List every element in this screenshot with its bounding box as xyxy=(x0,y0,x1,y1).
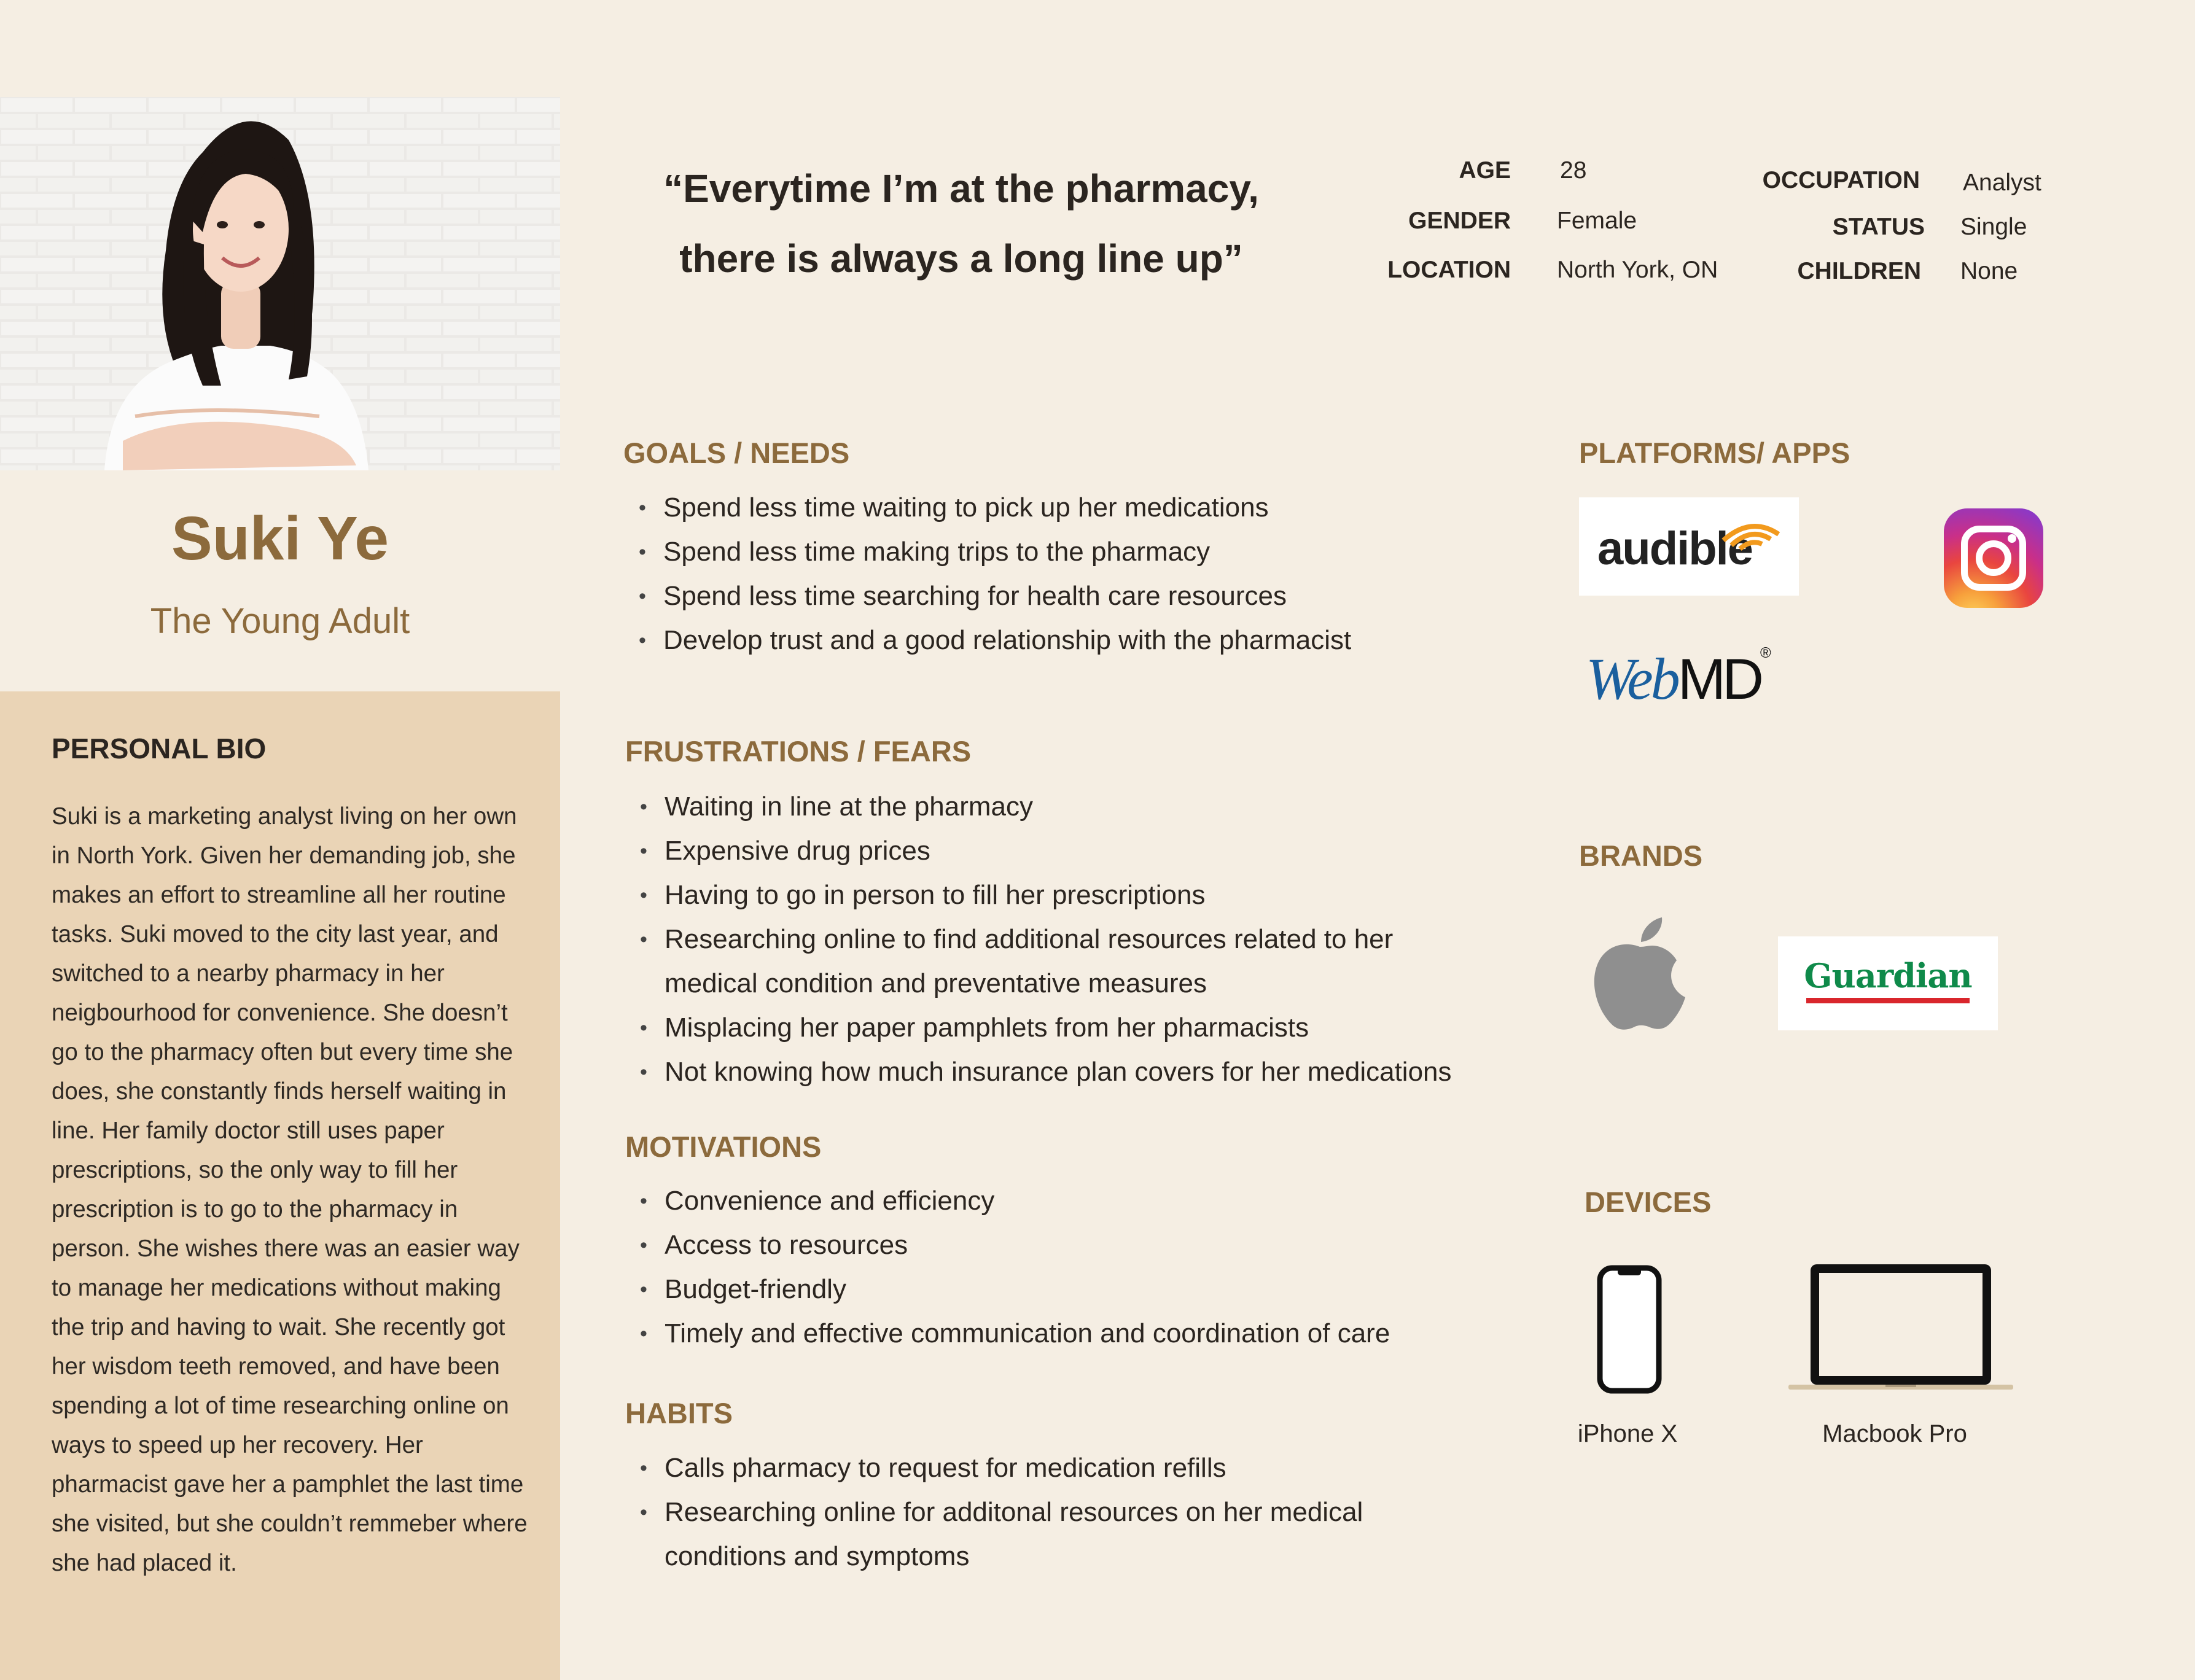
frustrations-heading: FRUSTRATIONS / FEARS xyxy=(625,735,972,768)
macbook-label: Macbook Pro xyxy=(1822,1420,1967,1447)
list-item: • Spend less time searching for health care resources xyxy=(639,574,1437,618)
motivations-list xyxy=(640,1179,1475,1356)
persona-role: The Young Adult xyxy=(150,601,410,641)
list-item: • Researching online to find additional resources related to her medical condition and preventative measures xyxy=(640,917,1475,1006)
audible-logo xyxy=(1579,497,1799,596)
goals-list xyxy=(639,486,1437,663)
frustrations-list xyxy=(640,785,1475,1094)
list-item: • Develop trust and a good relationship with the pharmacist xyxy=(639,618,1437,663)
brands-heading: BRANDS xyxy=(1579,839,1703,872)
list-item: • Spend less time waiting to pick up her medications xyxy=(639,486,1437,530)
motivations-heading: MOTIVATIONS xyxy=(625,1130,822,1163)
webmd-logo xyxy=(1586,645,1771,712)
persona-name: Suki Ye xyxy=(171,504,389,573)
platforms-heading: PLATFORMS/ APPS xyxy=(1579,437,1850,469)
status-label: STATUS xyxy=(1832,214,1925,240)
list-item: • Convenience and efficiency xyxy=(640,1179,1475,1223)
webmd-web-text: Web xyxy=(1586,646,1678,712)
location-label: LOCATION xyxy=(1387,257,1511,283)
occupation-label: OCCUPATION xyxy=(1762,167,1920,193)
age-label: AGE xyxy=(1459,157,1511,184)
persona-photo-illustration xyxy=(0,97,560,470)
gender-value: Female xyxy=(1557,208,1637,234)
children-value: None xyxy=(1960,258,2018,284)
list-item: • Waiting in line at the pharmacy xyxy=(640,785,1475,829)
apple-logo-icon xyxy=(1591,917,1689,1032)
habits-list xyxy=(640,1446,1377,1579)
status-value: Single xyxy=(1960,214,2027,240)
list-item: • Calls pharmacy to request for medication refills xyxy=(640,1446,1377,1490)
instagram-icon xyxy=(1944,508,2043,608)
list-item: • Researching online for additonal resources on her medical conditions and symptoms xyxy=(640,1490,1377,1579)
persona-photo xyxy=(0,97,560,470)
guardian-wordmark: Guardian xyxy=(1804,956,1972,995)
iphone-icon xyxy=(1597,1265,1662,1394)
list-item: • Misplacing her paper pamphlets from her pharmacists xyxy=(640,1006,1475,1050)
quote-line-2: there is always a long line up” xyxy=(679,236,1243,281)
audible-signal-icon xyxy=(1720,516,1782,553)
webmd-registered-mark: ® xyxy=(1760,645,1771,661)
list-item: • Access to resources xyxy=(640,1223,1475,1267)
quote-line-1: “Everytime I’m at the pharmacy, xyxy=(663,166,1259,211)
guardian-underline xyxy=(1806,998,1970,1003)
children-label: CHILDREN xyxy=(1797,258,1921,284)
list-item: • Expensive drug prices xyxy=(640,829,1475,873)
audible-wordmark: audible xyxy=(1597,523,1753,575)
instagram-dot xyxy=(2008,534,2016,543)
persona-quote xyxy=(639,154,1284,294)
age-value: 28 xyxy=(1560,157,1587,184)
goals-heading: GOALS / NEEDS xyxy=(623,437,850,469)
list-item: • Not knowing how much insurance plan covers for her medications xyxy=(640,1050,1475,1094)
list-item: • Timely and effective communication and coordination of care xyxy=(640,1312,1475,1356)
macbook-icon xyxy=(1788,1262,2013,1394)
instagram-lens xyxy=(1976,540,2011,576)
list-item: • Budget-friendly xyxy=(640,1267,1475,1312)
guardian-logo xyxy=(1778,936,1998,1030)
devices-heading: DEVICES xyxy=(1585,1186,1712,1218)
gender-label: GENDER xyxy=(1408,208,1511,234)
list-item: • Spend less time making trips to the pharmacy xyxy=(639,530,1437,574)
bio-heading: PERSONAL BIO xyxy=(52,733,267,764)
location-value: North York, ON xyxy=(1557,257,1718,283)
webmd-md-text: MD xyxy=(1677,647,1760,711)
list-item: • Having to go in person to fill her prescriptions xyxy=(640,873,1475,917)
occupation-value: Analyst xyxy=(1963,169,2041,196)
habits-heading: HABITS xyxy=(625,1397,733,1429)
bio-text: Suki is a marketing analyst living on her own in North York. Given her demanding job, she makes an effort to streamline all her routine tasks. Suki moved to the city last year, and switched to a nearby pharmacy in her neigbourhood for convenience. She doesn’t go to the pharmacy often but every time she does, she constantly finds herself waiting in line. Her family doctor still uses paper prescriptions, so the only way to fill her prescription is to go to the pharmacy in person. She wishes there was an easier way to manage her medications without making the trip and having to wait. She recently got her wisdom teeth removed, and have been spending a lot of time researching online on ways to speed up her recovery. Her pharmacist gave her a pamphlet the last time she visited, but she couldn’t remmeber where she had placed it. xyxy=(52,803,528,1576)
iphone-label: iPhone X xyxy=(1577,1420,1678,1447)
